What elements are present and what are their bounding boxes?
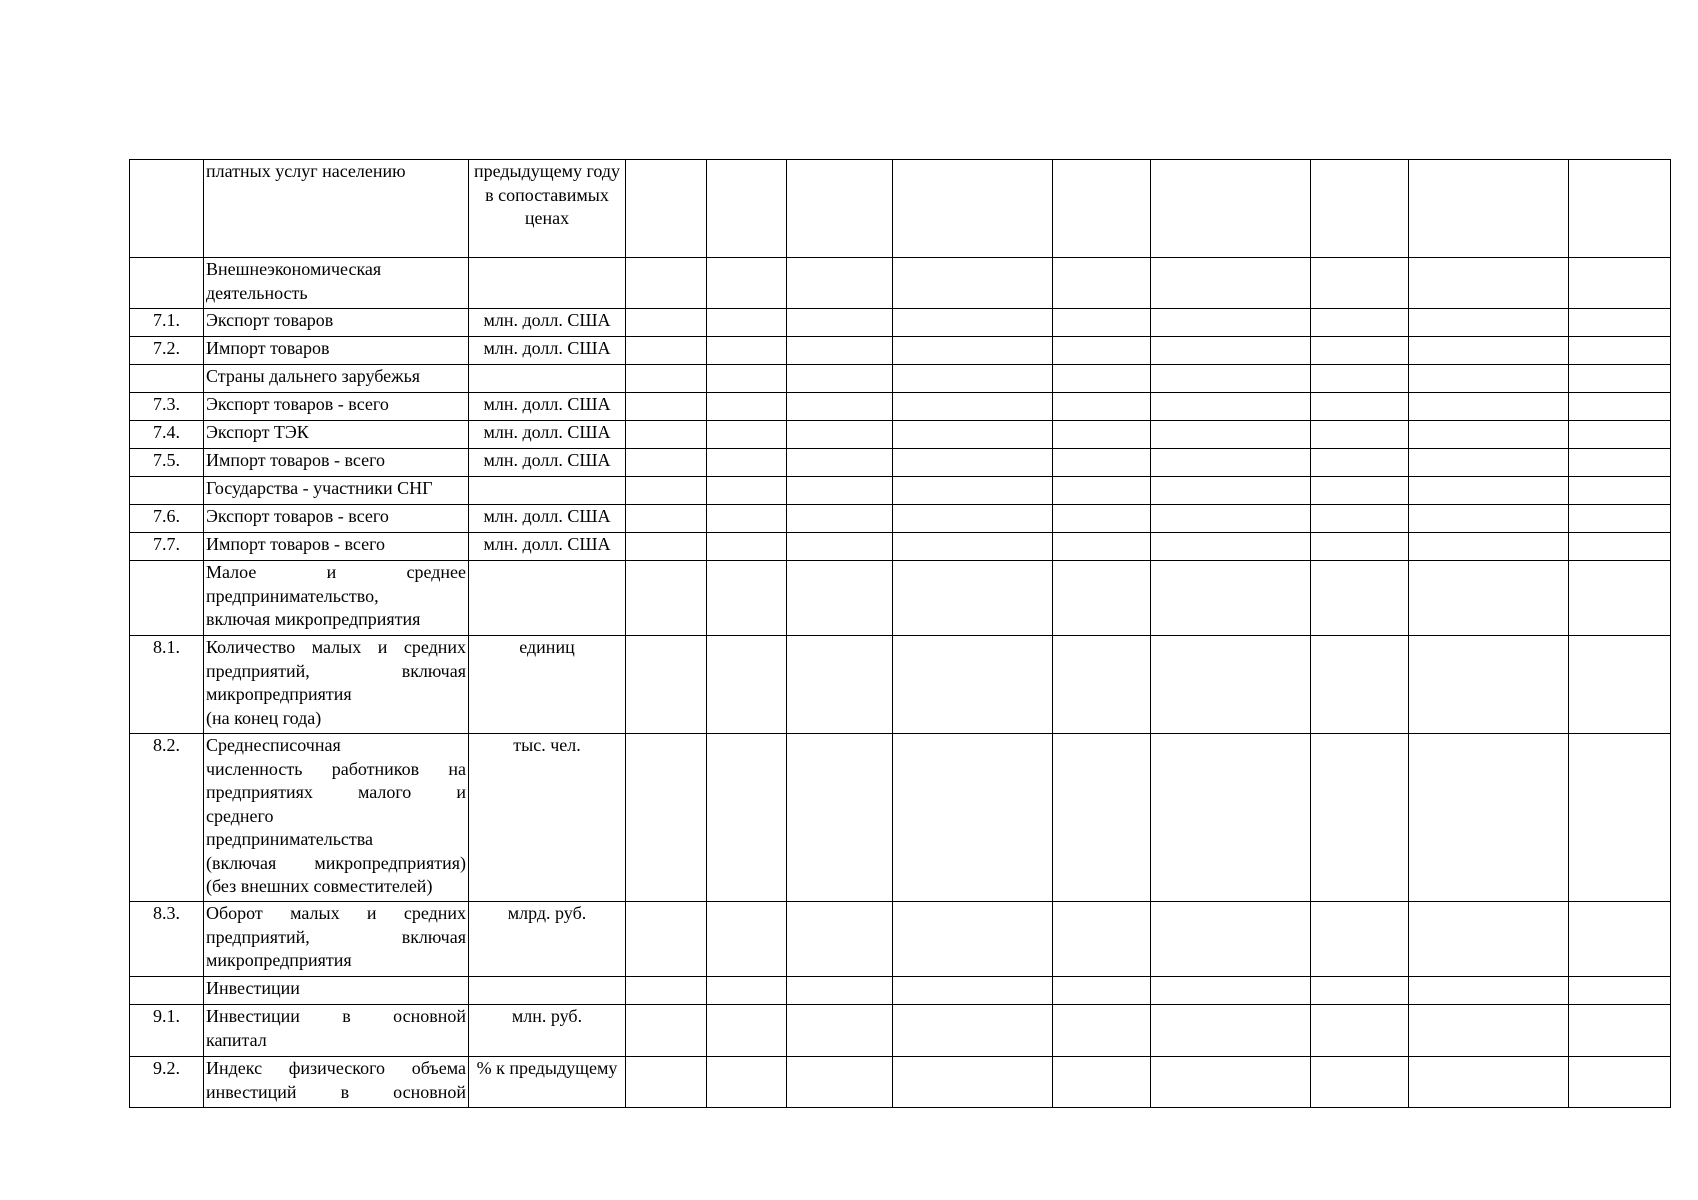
value-cell — [893, 1005, 1053, 1057]
unit-cell — [469, 477, 626, 505]
table-row — [130, 337, 1671, 365]
value-cell — [893, 393, 1053, 421]
value-cell — [707, 734, 787, 902]
value-cell — [1311, 636, 1409, 734]
name-line: (на конец года) — [206, 707, 322, 728]
value-cell — [707, 477, 787, 505]
value-cell — [1409, 477, 1569, 505]
row-number — [130, 977, 204, 1005]
value-cell — [1151, 477, 1311, 505]
row-number — [130, 561, 204, 636]
value-cell — [893, 533, 1053, 561]
row-number: 8.1. — [130, 636, 204, 734]
value-cell — [787, 1057, 893, 1108]
value-cell — [787, 160, 893, 258]
value-cell — [787, 902, 893, 977]
table-row — [130, 258, 1671, 309]
name-line: Среднесписочная — [206, 735, 341, 755]
unit-cell: млрд. руб. — [469, 902, 626, 977]
value-cell — [1569, 902, 1671, 977]
value-cell — [1409, 977, 1569, 1005]
name-line: инвестиций в основной — [206, 1081, 466, 1102]
value-cell — [1053, 1057, 1151, 1108]
value-cell — [1409, 1005, 1569, 1057]
name-line: микропредприятия — [206, 684, 352, 704]
unit-cell: млн. долл. США — [469, 421, 626, 449]
row-number: 8.2. — [130, 734, 204, 902]
row-number — [130, 365, 204, 393]
value-cell — [1569, 533, 1671, 561]
value-cell — [893, 977, 1053, 1005]
name-line: (без внешних совместителей) — [206, 876, 433, 896]
value-cell — [707, 365, 787, 393]
value-cell — [1151, 258, 1311, 309]
name-line: предпринимательство, — [206, 585, 379, 606]
value-cell — [1311, 533, 1409, 561]
value-cell — [626, 365, 707, 393]
row-number: 7.2. — [130, 337, 204, 365]
value-cell — [1311, 393, 1409, 421]
value-cell — [1053, 561, 1151, 636]
value-cell — [1569, 421, 1671, 449]
value-cell — [626, 449, 707, 477]
value-cell — [1053, 977, 1151, 1005]
value-cell — [626, 505, 707, 533]
unit-cell: млн. долл. США — [469, 393, 626, 421]
value-cell — [1053, 449, 1151, 477]
table-row — [130, 902, 1671, 977]
value-cell — [787, 636, 893, 734]
unit-cell — [469, 365, 626, 393]
section-heading: Государства - участники СНГ — [204, 477, 469, 505]
value-cell — [1151, 449, 1311, 477]
value-cell — [1311, 258, 1409, 309]
indicator-name — [204, 1005, 469, 1057]
value-cell — [707, 393, 787, 421]
indicator-name — [204, 902, 469, 977]
value-cell — [707, 258, 787, 309]
row-number — [130, 258, 204, 309]
value-cell — [1569, 449, 1671, 477]
value-cell — [1311, 449, 1409, 477]
value-cell — [626, 421, 707, 449]
table-row — [130, 449, 1671, 477]
value-cell — [893, 636, 1053, 734]
value-cell — [1409, 309, 1569, 337]
value-cell — [1311, 1005, 1409, 1057]
table-row — [130, 160, 1671, 258]
value-cell — [1311, 1057, 1409, 1108]
value-cell — [1569, 365, 1671, 393]
value-cell — [787, 309, 893, 337]
value-cell — [1311, 337, 1409, 365]
value-cell — [1569, 337, 1671, 365]
name-line: предприятий, включая — [206, 660, 466, 681]
indicator-name: Импорт товаров — [204, 337, 469, 365]
value-cell — [626, 160, 707, 258]
name-line: Инвестиции в основной — [206, 1006, 466, 1026]
row-number — [130, 160, 204, 258]
value-cell — [707, 421, 787, 449]
value-cell — [1053, 1005, 1151, 1057]
value-cell — [1311, 421, 1409, 449]
value-cell — [1569, 561, 1671, 636]
value-cell — [1409, 561, 1569, 636]
indicators-table — [129, 159, 1671, 1108]
table-row — [130, 505, 1671, 533]
row-number: 9.1. — [130, 1005, 204, 1057]
value-cell — [626, 393, 707, 421]
unit-cell: млн. долл. США — [469, 533, 626, 561]
value-cell — [626, 977, 707, 1005]
value-cell — [787, 977, 893, 1005]
table-row — [130, 309, 1671, 337]
unit-cell: млн. долл. США — [469, 309, 626, 337]
indicator-name: Экспорт ТЭК — [204, 421, 469, 449]
value-cell — [1409, 160, 1569, 258]
value-cell — [626, 477, 707, 505]
value-cell — [1311, 365, 1409, 393]
value-cell — [1409, 365, 1569, 393]
unit-cell: % к предыдущему — [469, 1057, 626, 1108]
value-cell — [893, 902, 1053, 977]
table-row — [130, 477, 1671, 505]
section-heading: Внешнеэкономическая деятельность — [204, 258, 469, 309]
value-cell — [1409, 1057, 1569, 1108]
section-heading — [204, 561, 469, 636]
name-line: капитал — [206, 1029, 267, 1050]
value-cell — [1151, 636, 1311, 734]
value-cell — [626, 309, 707, 337]
section-heading: Инвестиции — [204, 977, 469, 1005]
value-cell — [787, 365, 893, 393]
row-number: 7.3. — [130, 393, 204, 421]
row-number — [130, 477, 204, 505]
value-cell — [1569, 309, 1671, 337]
value-cell — [1151, 393, 1311, 421]
table-row — [130, 1057, 1671, 1108]
row-number: 7.1. — [130, 309, 204, 337]
value-cell — [1053, 160, 1151, 258]
row-number: 7.7. — [130, 533, 204, 561]
value-cell — [707, 505, 787, 533]
indicator-name — [204, 734, 469, 902]
indicator-name: Экспорт товаров — [204, 309, 469, 337]
value-cell — [1569, 477, 1671, 505]
value-cell — [1569, 258, 1671, 309]
value-cell — [1409, 393, 1569, 421]
name-line: Оборот малых и средних — [206, 903, 466, 923]
value-cell — [707, 533, 787, 561]
value-cell — [707, 337, 787, 365]
name-line: предприятий, включая — [206, 926, 466, 947]
value-cell — [1151, 734, 1311, 902]
value-cell — [1053, 309, 1151, 337]
value-cell — [1569, 1057, 1671, 1108]
value-cell — [787, 449, 893, 477]
unit-cell: млн. долл. США — [469, 337, 626, 365]
value-cell — [787, 477, 893, 505]
name-line: Количество малых и средних — [206, 637, 466, 657]
value-cell — [626, 533, 707, 561]
value-cell — [787, 734, 893, 902]
name-line: численность работников на — [206, 758, 466, 779]
table-row — [130, 393, 1671, 421]
indicator-name — [204, 636, 469, 734]
name-line: микропредприятия — [206, 950, 352, 970]
name-line: предприятиях малого и — [206, 782, 466, 802]
value-cell — [1053, 533, 1151, 561]
value-cell — [707, 309, 787, 337]
value-cell — [787, 421, 893, 449]
value-cell — [1053, 393, 1151, 421]
value-cell — [893, 477, 1053, 505]
value-cell — [1151, 1057, 1311, 1108]
value-cell — [893, 258, 1053, 309]
value-cell — [1151, 337, 1311, 365]
value-cell — [893, 337, 1053, 365]
value-cell — [1053, 902, 1151, 977]
value-cell — [1151, 160, 1311, 258]
value-cell — [1053, 477, 1151, 505]
value-cell — [1151, 533, 1311, 561]
value-cell — [707, 160, 787, 258]
value-cell — [1151, 365, 1311, 393]
value-cell — [1311, 477, 1409, 505]
value-cell — [787, 561, 893, 636]
unit-cell — [469, 258, 626, 309]
indicator-name: платных услуг населению — [204, 160, 469, 258]
name-line: включая микропредприятия — [206, 609, 421, 629]
value-cell — [1311, 561, 1409, 636]
unit-cell: предыдущему году в сопоставимых ценах — [469, 160, 626, 258]
value-cell — [1151, 505, 1311, 533]
value-cell — [893, 561, 1053, 636]
value-cell — [1409, 734, 1569, 902]
value-cell — [626, 258, 707, 309]
indicator-name — [204, 1057, 469, 1108]
name-line: Малое и среднее — [206, 562, 466, 582]
value-cell — [1569, 636, 1671, 734]
value-cell — [1053, 337, 1151, 365]
name-line: предпринимательства — [206, 829, 374, 849]
table-row — [130, 734, 1671, 902]
table-row — [130, 365, 1671, 393]
value-cell — [893, 309, 1053, 337]
value-cell — [1409, 421, 1569, 449]
row-number: 7.6. — [130, 505, 204, 533]
value-cell — [893, 160, 1053, 258]
value-cell — [626, 337, 707, 365]
table-row — [130, 421, 1671, 449]
unit-cell: тыс. чел. — [469, 734, 626, 902]
value-cell — [1053, 258, 1151, 309]
value-cell — [1151, 421, 1311, 449]
indicator-name: Импорт товаров - всего — [204, 533, 469, 561]
value-cell — [787, 1005, 893, 1057]
value-cell — [787, 258, 893, 309]
unit-cell: млн. руб. — [469, 1005, 626, 1057]
value-cell — [1311, 977, 1409, 1005]
value-cell — [893, 365, 1053, 393]
row-number: 7.4. — [130, 421, 204, 449]
value-cell — [707, 561, 787, 636]
value-cell — [1311, 902, 1409, 977]
value-cell — [893, 1057, 1053, 1108]
table-body — [130, 160, 1671, 1108]
value-cell — [787, 533, 893, 561]
value-cell — [1151, 309, 1311, 337]
row-number: 9.2. — [130, 1057, 204, 1108]
value-cell — [1569, 1005, 1671, 1057]
value-cell — [1409, 902, 1569, 977]
value-cell — [1053, 421, 1151, 449]
value-cell — [1053, 636, 1151, 734]
value-cell — [1569, 505, 1671, 533]
value-cell — [1569, 160, 1671, 258]
value-cell — [893, 505, 1053, 533]
table-row — [130, 561, 1671, 636]
value-cell — [626, 1057, 707, 1108]
value-cell — [1053, 734, 1151, 902]
value-cell — [707, 1005, 787, 1057]
table-row — [130, 1005, 1671, 1057]
value-cell — [707, 636, 787, 734]
unit-cell — [469, 561, 626, 636]
value-cell — [1409, 505, 1569, 533]
table-row — [130, 977, 1671, 1005]
value-cell — [1409, 533, 1569, 561]
value-cell — [707, 902, 787, 977]
value-cell — [787, 393, 893, 421]
value-cell — [787, 505, 893, 533]
section-heading: Страны дальнего зарубежья — [204, 365, 469, 393]
value-cell — [707, 977, 787, 1005]
value-cell — [1569, 393, 1671, 421]
name-line: Индекс физического объема — [206, 1058, 466, 1078]
value-cell — [1311, 160, 1409, 258]
value-cell — [1409, 636, 1569, 734]
value-cell — [1053, 505, 1151, 533]
value-cell — [1311, 505, 1409, 533]
name-line: среднего — [206, 805, 274, 826]
value-cell — [1409, 337, 1569, 365]
value-cell — [1151, 977, 1311, 1005]
indicator-name: Импорт товаров - всего — [204, 449, 469, 477]
value-cell — [1151, 561, 1311, 636]
value-cell — [1569, 734, 1671, 902]
unit-cell: млн. долл. США — [469, 505, 626, 533]
value-cell — [893, 734, 1053, 902]
name-line: (включая микропредприятия) — [206, 852, 466, 873]
value-cell — [626, 902, 707, 977]
unit-cell: единиц — [469, 636, 626, 734]
value-cell — [1053, 365, 1151, 393]
value-cell — [1151, 902, 1311, 977]
value-cell — [893, 421, 1053, 449]
unit-cell — [469, 977, 626, 1005]
table-row — [130, 533, 1671, 561]
value-cell — [1569, 977, 1671, 1005]
value-cell — [1311, 734, 1409, 902]
value-cell — [1409, 258, 1569, 309]
value-cell — [626, 636, 707, 734]
value-cell — [707, 449, 787, 477]
row-number: 7.5. — [130, 449, 204, 477]
value-cell — [1311, 309, 1409, 337]
value-cell — [1409, 449, 1569, 477]
unit-cell: млн. долл. США — [469, 449, 626, 477]
value-cell — [626, 561, 707, 636]
value-cell — [1151, 1005, 1311, 1057]
value-cell — [707, 1057, 787, 1108]
indicator-name: Экспорт товаров - всего — [204, 393, 469, 421]
value-cell — [893, 449, 1053, 477]
value-cell — [626, 734, 707, 902]
value-cell — [787, 337, 893, 365]
table-row — [130, 636, 1671, 734]
row-number: 8.3. — [130, 902, 204, 977]
value-cell — [626, 1005, 707, 1057]
indicator-name: Экспорт товаров - всего — [204, 505, 469, 533]
